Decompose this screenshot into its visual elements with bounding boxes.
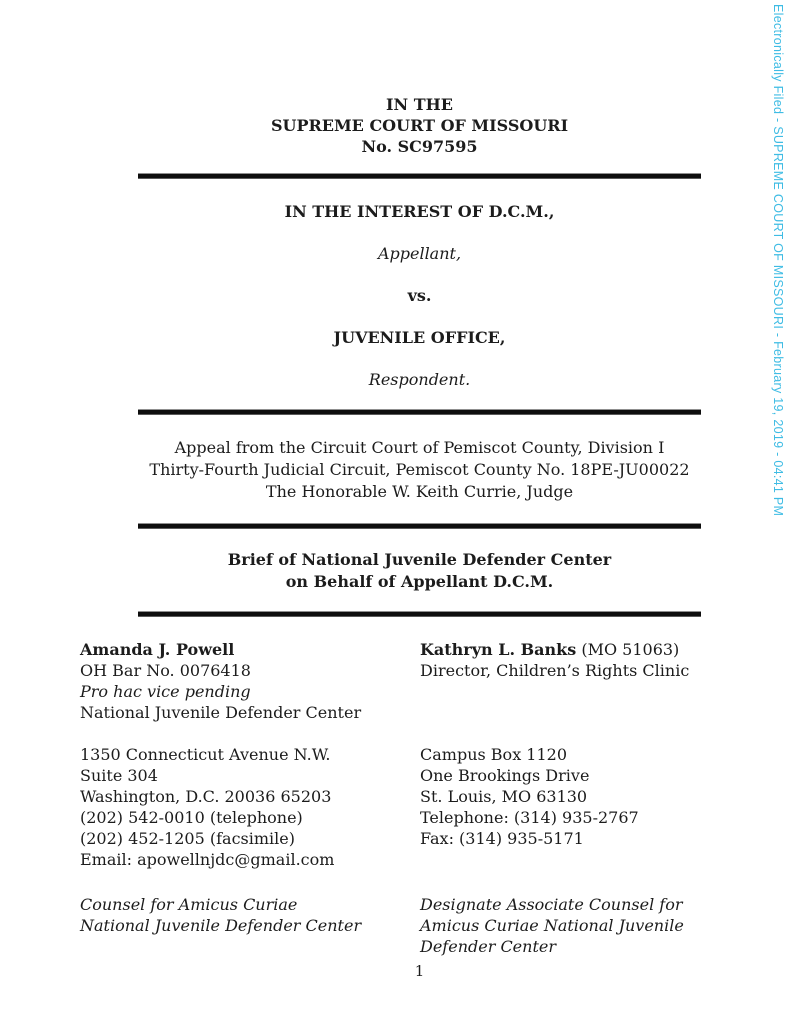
counsel-right-role-2: Amicus Curiae National Juvenile [420,916,684,935]
counsel-right-role-1: Designate Associate Counsel for [420,895,683,914]
counsel-left-role-2: National Juvenile Defender Center [80,916,362,935]
counsel-right-fax: Fax: (314) 935-5171 [420,829,584,848]
horizontal-rule [138,409,701,415]
counsel-right-name-line [420,639,720,660]
counsel-left-address-2: Suite 304 [80,766,158,785]
counsel-right-column [420,639,720,957]
efiling-stamp: Electronically Filed - SUPREME COURT OF MISSOURI - February 19, 2019 - 04:41 PM [771,4,785,517]
counsel-left-fax: (202) 452-1205 (facsimile) [80,829,295,848]
header-in-the: IN THE [386,95,453,114]
caption-party2: JUVENILE OFFICE, [333,328,506,347]
spacer [420,681,720,744]
counsel-left-bar: OH Bar No. 0076418 [80,661,251,680]
appeal-origin [138,437,701,503]
brief-title-line-1: Brief of National Juvenile Defender Center [227,550,612,569]
counsel-right-bar: (MO 51063) [576,640,680,659]
counsel-left-email: Email: apowellnjdc@gmail.com [80,850,335,869]
horizontal-rule [138,611,701,617]
counsel-right-address-1: Campus Box 1120 [420,745,568,764]
counsel-left-address-1: 1350 Connecticut Avenue N.W. [80,745,331,764]
spacer [80,723,420,744]
counsel-left-org: National Juvenile Defender Center [80,703,362,722]
horizontal-rule [138,173,701,179]
counsel-right-address-2: One Brookings Drive [420,766,590,785]
court-header [138,94,701,157]
counsel-left-name: Amanda J. Powell [80,640,235,659]
brief-title [138,549,701,593]
counsel-left-phone: (202) 542-0010 (telephone) [80,808,303,827]
counsel-left-address-3: Washington, D.C. 20036 65203 [80,787,332,806]
caption-versus: vs. [407,286,432,305]
case-caption [138,201,701,390]
counsel-left-column [80,639,420,957]
spacer [420,870,720,894]
horizontal-rule [138,523,701,529]
appeal-line-3: The Honorable W. Keith Currie, Judge [265,482,574,501]
brief-title-line-2: on Behalf of Appellant D.C.M. [285,572,554,591]
counsel-left-role-1: Counsel for Amicus Curiae [80,895,298,914]
appeal-line-1: Appeal from the Circuit Court of Pemiscot County, Division I [174,438,665,457]
page-number: 1 [414,962,425,980]
spacer [420,849,720,870]
caption-party1-role: Appellant, [377,244,462,263]
counsel-right-phone: Telephone: (314) 935-2767 [420,808,639,827]
counsel-right-name: Kathryn L. Banks [420,640,577,659]
caption-party2-role: Respondent. [368,370,471,389]
counsel-block [80,639,791,957]
header-case-number: No. SC97595 [361,137,478,156]
counsel-left-pro-hac: Pro hac vice pending [80,682,251,701]
counsel-right-role-3: Defender Center [420,937,556,956]
counsel-right-address-3: St. Louis, MO 63130 [420,787,588,806]
caption-party1: IN THE INTEREST OF D.C.M., [284,202,555,221]
spacer [80,870,420,894]
header-court-name: SUPREME COURT OF MISSOURI [270,116,569,135]
appeal-line-2: Thirty-Fourth Judicial Circuit, Pemiscot County No. 18PE-JU00022 [149,460,690,479]
counsel-right-title: Director, Children’s Rights Clinic [420,661,690,680]
